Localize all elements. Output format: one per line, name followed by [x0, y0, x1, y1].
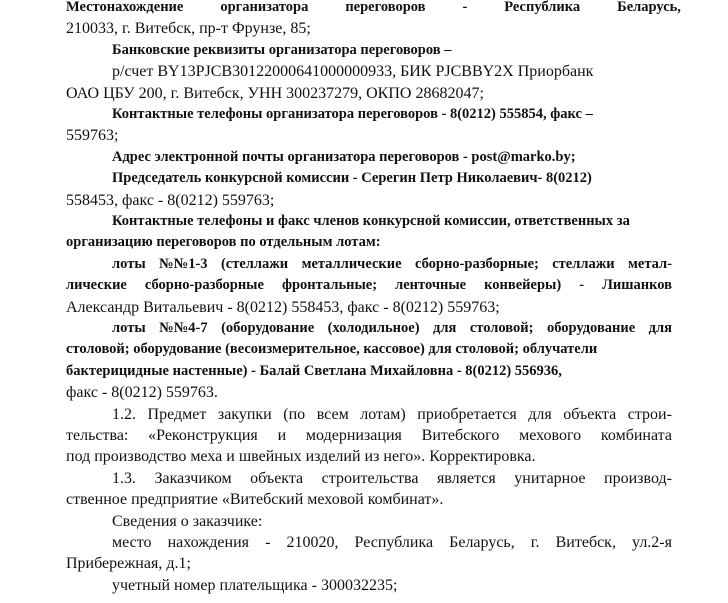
doc-line: бактерицидные настенные) - Балай Светлана Михайловна - 8(0212) 556936,	[66, 362, 562, 379]
doc-line: 559763;	[66, 127, 119, 145]
doc-line: лические сборно-разборные фронтальные; ленточные конвейеры) - Лишанков	[66, 277, 672, 294]
doc-line: 1.2. Предмет закупки (по всем лотам) приобретается для объекта строи-	[112, 405, 672, 423]
doc-line: 558453, факс - 8(0212) 559763;	[66, 191, 275, 209]
doc-line: Сведения о заказчике:	[112, 512, 263, 530]
doc-line: ОАО ЦБУ 200, г. Витебск, УНН 300237279, ОКПО 28682047;	[66, 84, 484, 102]
doc-line: Председатель конкурсной комиссии - Серегин Петр Николаевич- 8(0212)	[112, 170, 592, 187]
doc-line: Контактные телефоны и факс членов конкурсной комиссии, ответственных за	[112, 213, 630, 229]
doc-line: под производство меха и швейных изделий из него». Корректировка.	[66, 448, 536, 466]
doc-line: факс - 8(0212) 559763.	[66, 384, 218, 402]
doc-line: тельства: «Реконструкция и модернизация Витебского мехового комбината	[66, 427, 672, 444]
doc-line: Александр Витальевич - 8(0212) 558453, факс - 8(0212) 559763;	[66, 298, 500, 316]
doc-line: р/счет BY13PJCB30122000641000000933, БИК PJCBBY2X Приорбанк	[112, 63, 594, 81]
doc-line: Контактные телефоны организатора переговоров - 8(0212) 555854, факс –	[112, 106, 593, 122]
doc-line: лоты №№4-7 (оборудование (холодильное) для столовой; оборудование для	[112, 320, 672, 336]
doc-line: Прибережная, д.1;	[66, 555, 191, 573]
doc-line: организацию переговоров по отдельным лотам:	[66, 234, 381, 251]
doc-line: Банковские реквизиты организатора переговоров –	[112, 41, 452, 58]
doc-line: столовой; оборудование (весоизмерительное, кассовое) для столовой; облучатели	[66, 341, 598, 358]
doc-line: место нахождения - 210020, Республика Беларусь, г. Витебск, ул.2-я	[112, 534, 672, 551]
doc-line: Адрес электронной почты организатора переговоров - post@marko.by;	[112, 148, 576, 165]
doc-line: 1.3. Заказчиком объекта строительства является унитарное производ-	[112, 469, 672, 487]
doc-line: ственное предприятие «Витебский меховой комбинат».	[66, 491, 444, 509]
doc-line: учетный номер плательщика - 300032235;	[112, 576, 398, 594]
doc-line: лоты №№1-3 (стеллажи металлические сборно-разборные; стеллажи метал-	[112, 255, 672, 272]
doc-line: Местонахождение организатора переговоров - Республика Беларусь,	[66, 0, 681, 15]
doc-line: 210033, г. Витебск, пр-т Фрунзе, 85;	[66, 20, 311, 38]
